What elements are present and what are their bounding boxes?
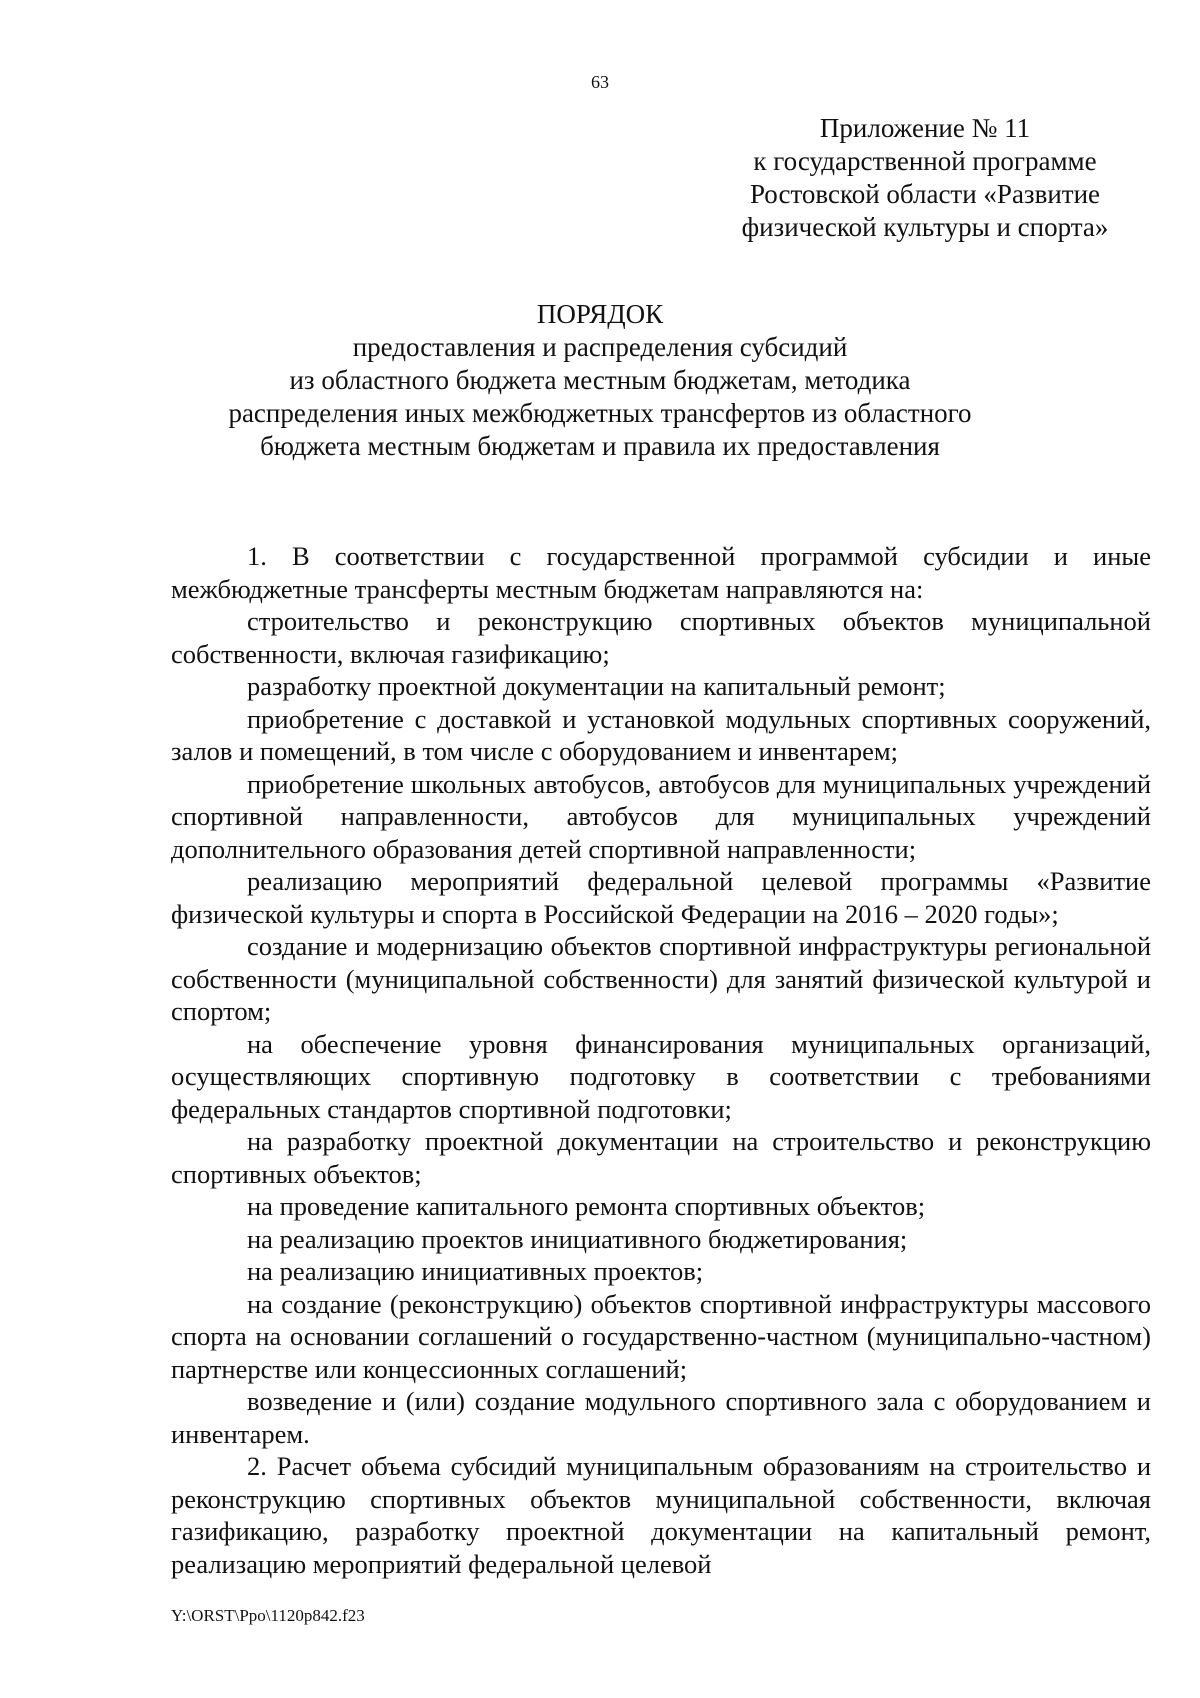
- paragraph: на создание (реконструкцию) объектов спортивной инфраструктуры массового спорта на основании соглашений о государственно-частном (муниципально-частном) партнерстве или концессионных соглашений;: [171, 1288, 1151, 1384]
- appendix-line: Ростовской области «Развитие: [749, 179, 1101, 209]
- title-heading: ПОРЯДОК: [536, 299, 664, 329]
- paragraph: на проведение капитального ремонта спортивных объектов;: [247, 1191, 926, 1221]
- paragraph: реализацию мероприятий федеральной целевой программы «Развитие физической культуры и спорта в Российской Федерации на 2016 – 2020 годы»;: [171, 866, 1151, 929]
- paragraph: 1. В соответствии с государственной программой субсидии и иные межбюджетные трансферты местным бюджетам направляются на:: [171, 541, 1151, 604]
- paragraph: на разработку проектной документации на строительство и реконструкцию спортивных объектов;: [171, 1126, 1151, 1189]
- appendix-header: [700, 112, 1150, 244]
- document-title: [160, 298, 1040, 463]
- title-line: бюджета местным бюджетам и правила их предоставления: [260, 431, 940, 461]
- paragraph: создание и модернизацию объектов спортивной инфраструктуры региональной собственности (муниципальной собственности) для занятий физической культурой и спортом;: [171, 931, 1151, 1026]
- paragraph: разработку проектной документации на капитальный ремонт;: [247, 671, 946, 701]
- page-number: 63: [591, 72, 609, 92]
- paragraph: возведение и (или) создание модульного спортивного зала с оборудованием и инвентарем.: [171, 1386, 1151, 1449]
- paragraph: строительство и реконструкцию спортивных объектов муниципальной собственности, включая газификацию;: [171, 606, 1151, 669]
- appendix-line: Приложение № 11: [819, 113, 1031, 143]
- appendix-line: к государственной программе: [753, 146, 1097, 176]
- title-line: из областного бюджета местным бюджетам, методика: [289, 365, 911, 395]
- paragraph: на реализацию инициативных проектов;: [247, 1256, 704, 1286]
- title-line: распределения иных межбюджетных трансфертов из областного: [228, 398, 972, 428]
- paragraph: на реализацию проектов инициативного бюджетирования;: [247, 1223, 908, 1254]
- paragraph: приобретение с доставкой и установкой модульных спортивных сооружений, залов и помещений, в том числе с оборудованием и инвентарем;: [171, 703, 1151, 766]
- paragraph: 2. Расчет объема субсидий муниципальным образованиям на строительство и реконструкцию спортивных объектов муниципальной собственности, включая газификацию, разработку проектной документации на капитальный ремонт, реализацию мероприятий федеральной целевой: [171, 1451, 1151, 1579]
- paragraph: на обеспечение уровня финансирования муниципальных организаций, осуществляющих спортивную подготовку в соответствии с требованиями федеральных стандартов спортивной подготовки;: [171, 1028, 1151, 1124]
- title-line: предоставления и распределения субсидий: [352, 332, 848, 362]
- appendix-line: физической культуры и спорта»: [741, 212, 1109, 242]
- paragraph: приобретение школьных автобусов, автобусов для муниципальных учреждений спортивной направленности, автобусов для муниципальных учреждений дополнительного образования детей спортивной направленности;: [171, 768, 1151, 864]
- document-body: [171, 540, 1151, 1580]
- file-path-footer: Y:\ORST\Ppo\1120p842.f23: [171, 1606, 365, 1625]
